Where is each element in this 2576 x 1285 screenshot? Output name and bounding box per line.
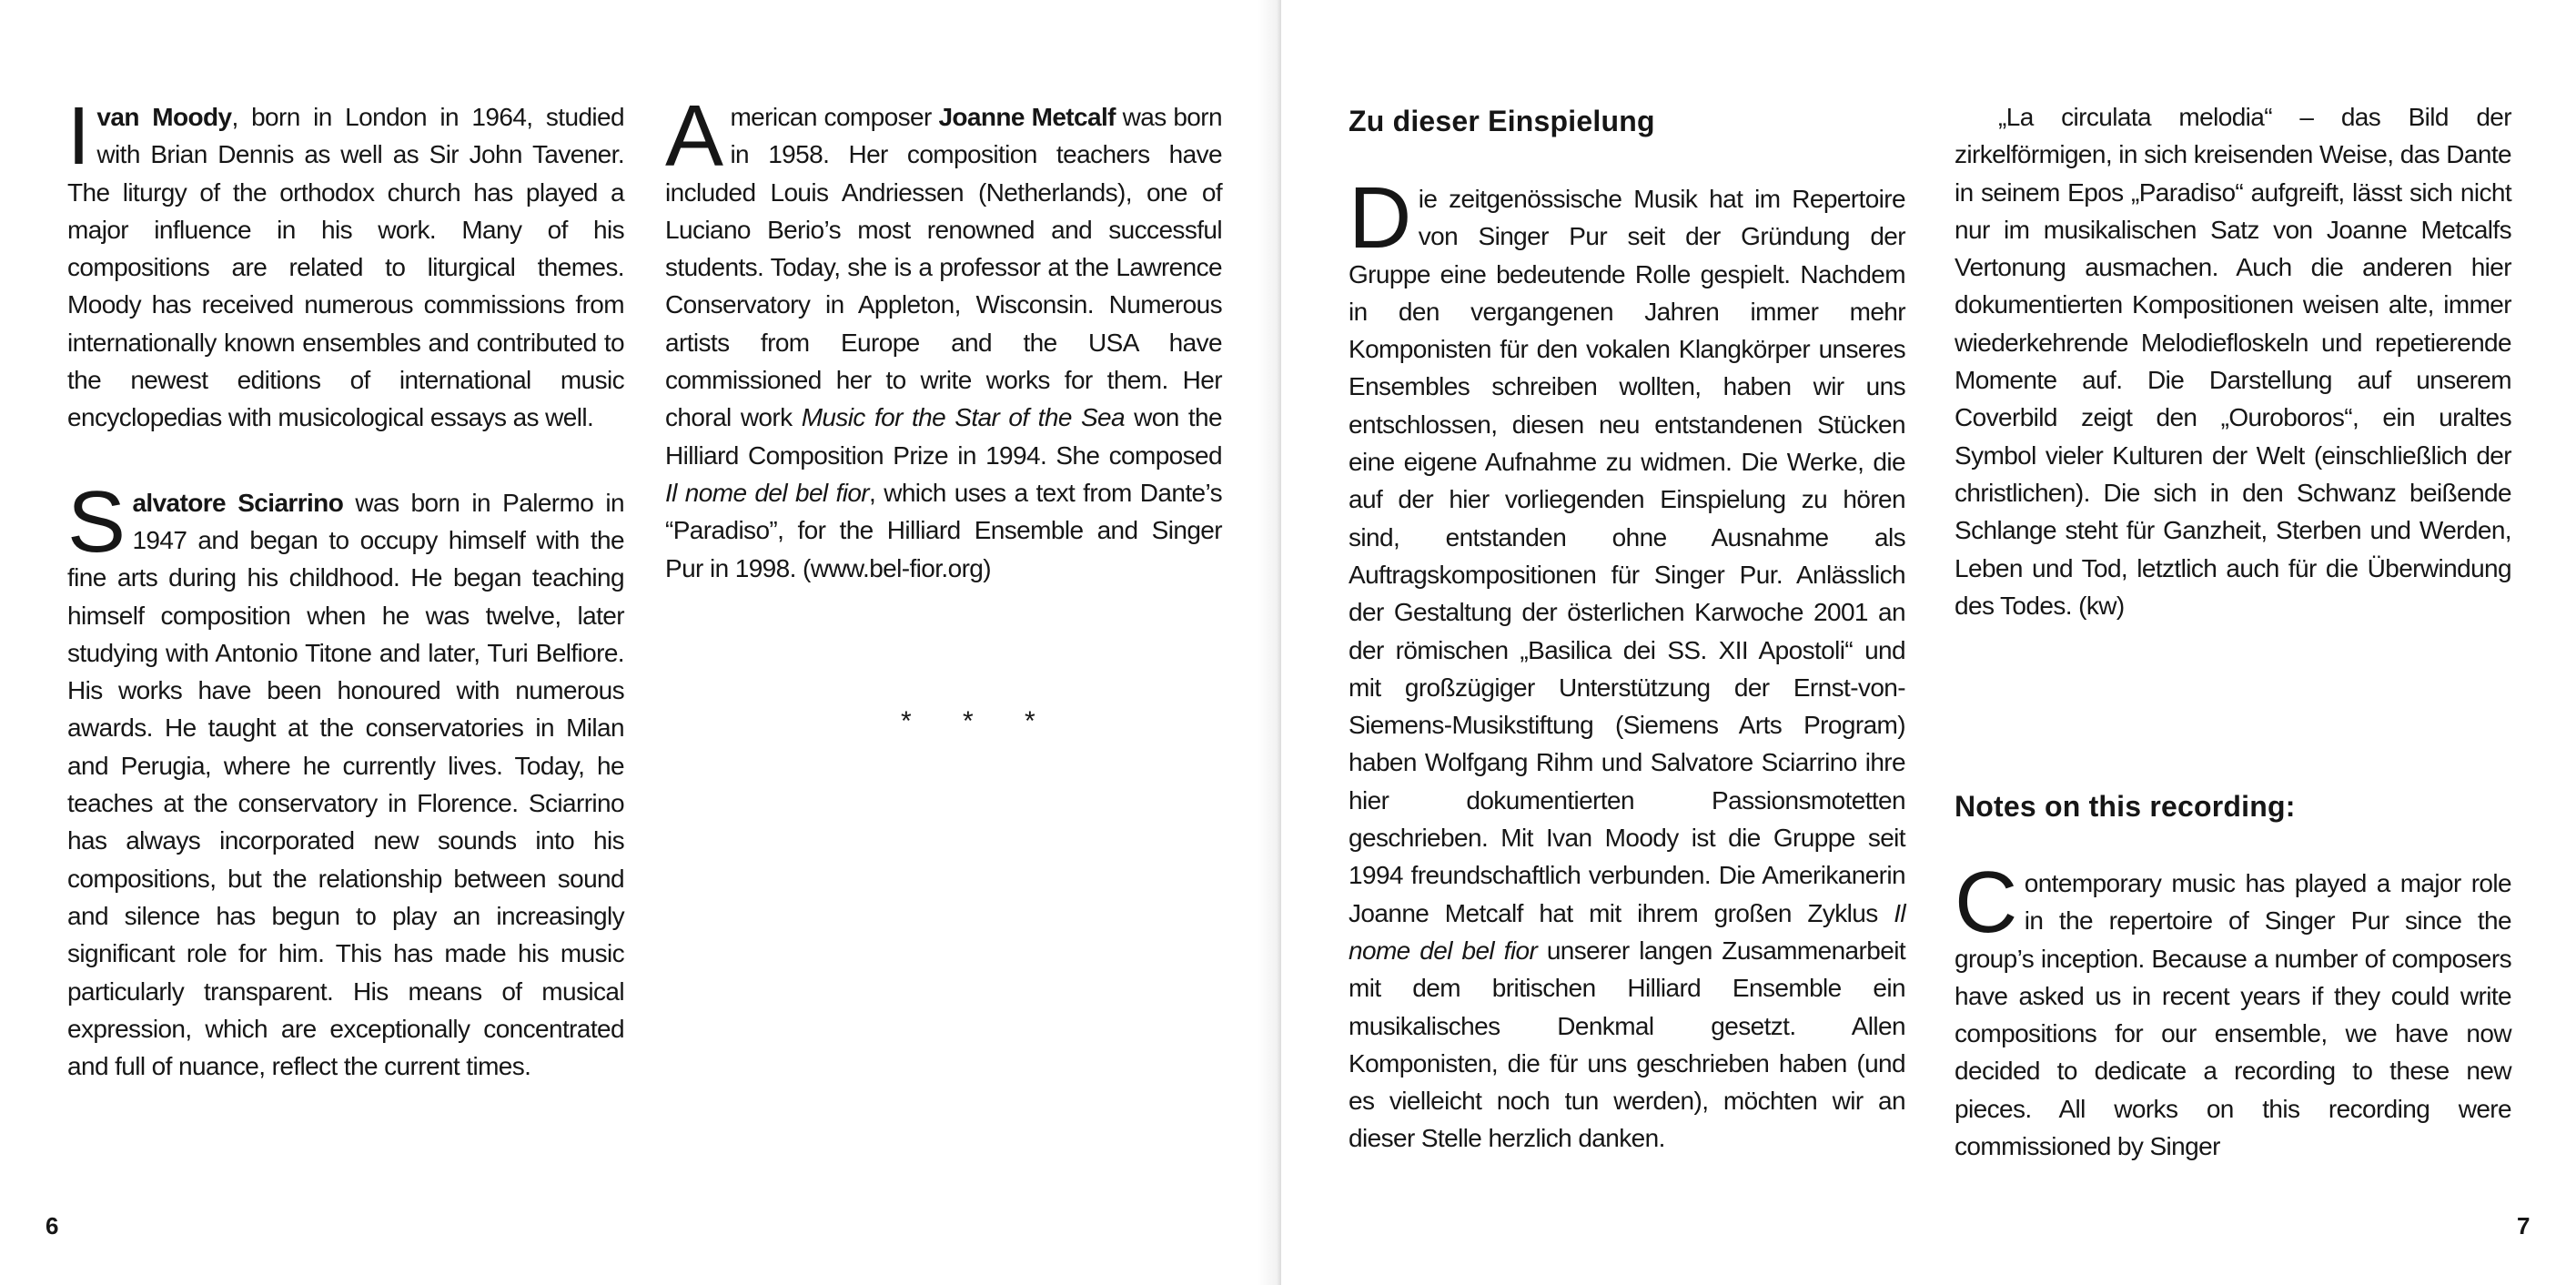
- work-title: Music for the Star of the Sea: [801, 403, 1125, 432]
- bio-column-right: [665, 87, 1222, 587]
- composer-name: Joanne Metcalf: [938, 103, 1116, 131]
- right-page: [1281, 0, 2576, 1285]
- work-title: Il nome del bel fior: [665, 478, 870, 507]
- german-section-heading: Zu dieser Einspielung: [1349, 105, 1655, 137]
- composer-name: van Moody: [96, 103, 232, 131]
- german-ouroboros-paragraph: „La circulata melodia“ – das Bild der zirkelförmigen, in sich kreisenden Weise, das Dante in seinem Epos „Paradiso“ aufgreift, lässt sich nicht nur im musikalischen Satz von Joanne Metcalfs Vertonung ausmachen. Auch die anderen hier dokumentierten Kompositionen weisen alte, immer wiederkehrende Melodiefloskeln und repetierende Momente auf. Die Darstellung auf unserem Coverbild zeigt den „Ouroboros“, ein uraltes Symbol vieler Kulturen der Welt (einschließlich der christlichen). Die sich in den Schwanz beißende Schlange steht für Ganzheit, Sterben und Werden, Leben und Tod, letztlich auch für die Überwindung des Todes. (kw): [1955, 103, 2511, 620]
- drop-cap: D: [1349, 169, 1411, 267]
- paragraph-text: unserer langen Zusammenarbeit mit dem britischen Hilliard Ensemble ein musikalisches Denkmal gesetzt. Allen Komponisten, die für uns geschrieben haben (und es vielleicht noch tun werden), möchten wir an dieser Stelle herzlich danken.: [1349, 936, 1905, 1153]
- page-number: 7: [2517, 1212, 2531, 1239]
- bio-column-left: [67, 91, 624, 1085]
- german-column-continued: [1955, 98, 2511, 624]
- salvatore-sciarrino-bio: [67, 472, 624, 1086]
- bio-text: , born in London in 1964, studied with Brian Dennis as well as Sir John Tavener. The liturgy of the orthodox church has played a major influence in his work. Many of his compositions are related to liturgical themes. Moody has received numerous commissions from internationally known ensembles and contributed to the newest editions of international music encyclopedias with musicological essays as well.: [67, 103, 624, 432]
- composer-name: alvatore Sciarrino: [132, 488, 344, 517]
- work-title: Il nome del bel fior: [1349, 898, 1905, 965]
- paragraph-text: ontemporary music has played a major role in the repertoire of Singer Pur since the group’s inception. Because a number of composers have asked us in recent years if they could write compositions for our ensemble, we have now decided to dedicate a recording to these new pieces. All works on this recording were commissioned by Singer: [1955, 869, 2511, 1161]
- drop-cap: S: [67, 472, 126, 571]
- bio-text: , which uses a text from Dante’s “Paradiso”, for the Hilliard Ensemble and Singer Pur in 1998. (www.bel-fior.org): [665, 478, 1222, 582]
- bio-text: merican composer: [730, 103, 939, 131]
- ivan-moody-bio: [67, 91, 624, 437]
- drop-cap: C: [1955, 854, 2017, 951]
- bio-text: won the Hilliard Composition Prize in 1994. She composed: [665, 403, 1222, 470]
- paragraph-text: ie zeitgenössische Musik hat im Repertoire von Singer Pur seit der Gründung der Gruppe eine bedeutende Rolle gespielt. Nachdem in den vergangenen Jahren immer mehr Komponisten für den vokalen Klangkörper unseres Ensembles schreiben wollten, haben wir uns entschlossen, diesen neu entstandenen Stücken eine eigene Aufnahme zu widmen. Die Werke, die auf der hier vorliegenden Einspielung zu hören sind, entstanden ohne Ausnahme als Auftragskompositionen für Singer Pur. Anlässlich der Gestaltung der österlichen Karwoche 2001 an der römischen „Basilica dei SS. XII Apostoli“ und mit großzügiger Unterstützung der Ernst-von-Siemens-Musikstiftung (Siemens Arts Program) haben Wolfgang Rihm und Salvatore Sciarrino ihre hier dokumentierten Passionsmotetten geschrieben. Mit Ivan Moody ist die Gruppe seit 1994 freundschaftlich verbunden. Die Amerikanerin Joanne Metcalf hat mit ihrem großen Zyklus: [1349, 185, 1905, 927]
- joanne-metcalf-bio: [665, 87, 1222, 587]
- left-page: [0, 0, 1281, 1285]
- english-section-heading: Notes on this recording:: [1955, 790, 2296, 823]
- german-column: [1349, 169, 1905, 1158]
- drop-cap: A: [665, 87, 723, 185]
- section-separator: * * *: [901, 706, 1057, 736]
- english-column: [1955, 854, 2511, 1165]
- bio-text: was born in Palermo in 1947 and began to occupy himself with the fine arts during his childhood. He began teaching himself composition when he was twelve, later studying with Antonio Titone and later, Turi Belfiore. His works have been honoured with numerous awards. He taught at the conservatories in Milan and Perugia, where he currently lives. Today, he teaches at the conservatory in Florence. Sciarrino has always incorporated new sounds into his compositions, but the relationship between sound and silence has begun to play an increasingly significant role for him. This has made his music particularly transparent. His means of musical expression, which are exceptionally concentrated and full of nuance, reflect the current times.: [67, 488, 624, 1081]
- english-intro-paragraph: [1955, 854, 2511, 1165]
- drop-cap: I: [67, 91, 90, 182]
- bio-text: was born in 1958. Her composition teachers have included Louis Andriessen (Netherlands), one of Luciano Berio’s most renowned and successful students. Today, she is a professor at the Lawrence Conservatory in Appleton, Wisconsin. Numerous artists from Europe and the USA have commissioned her to write works for them. Her choral work: [665, 103, 1222, 432]
- german-intro-paragraph: [1349, 169, 1905, 1158]
- page-number: 6: [45, 1212, 59, 1239]
